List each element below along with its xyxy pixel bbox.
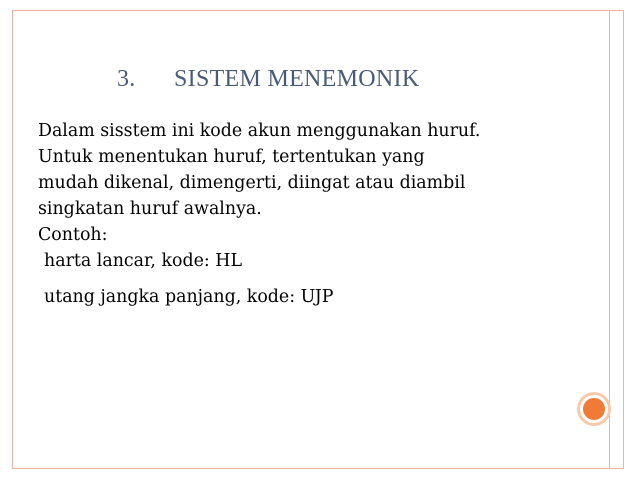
example-item: utang jangka panjang, kode: UJP bbox=[44, 287, 334, 307]
right-vertical-rule bbox=[609, 10, 610, 469]
title-text: SISTEM MENEMONIK bbox=[174, 66, 420, 92]
accent-circle bbox=[580, 395, 608, 423]
example-heading: Contoh: bbox=[38, 225, 108, 245]
section-number: 3. bbox=[117, 66, 136, 92]
slide-title bbox=[117, 66, 419, 93]
slide-body bbox=[38, 118, 598, 310]
description-paragraph bbox=[38, 118, 598, 222]
paragraph-line: Untuk menentukan huruf, tertentukan yang bbox=[38, 147, 425, 167]
paragraph-line: mudah dikenal, dimengerti, diingat atau diambil bbox=[38, 173, 466, 193]
paragraph-line: singkatan huruf awalnya. bbox=[38, 199, 262, 219]
example-item: harta lancar, kode: HL bbox=[44, 251, 242, 271]
paragraph-line: Dalam sisstem ini kode akun menggunakan huruf. bbox=[38, 121, 481, 141]
